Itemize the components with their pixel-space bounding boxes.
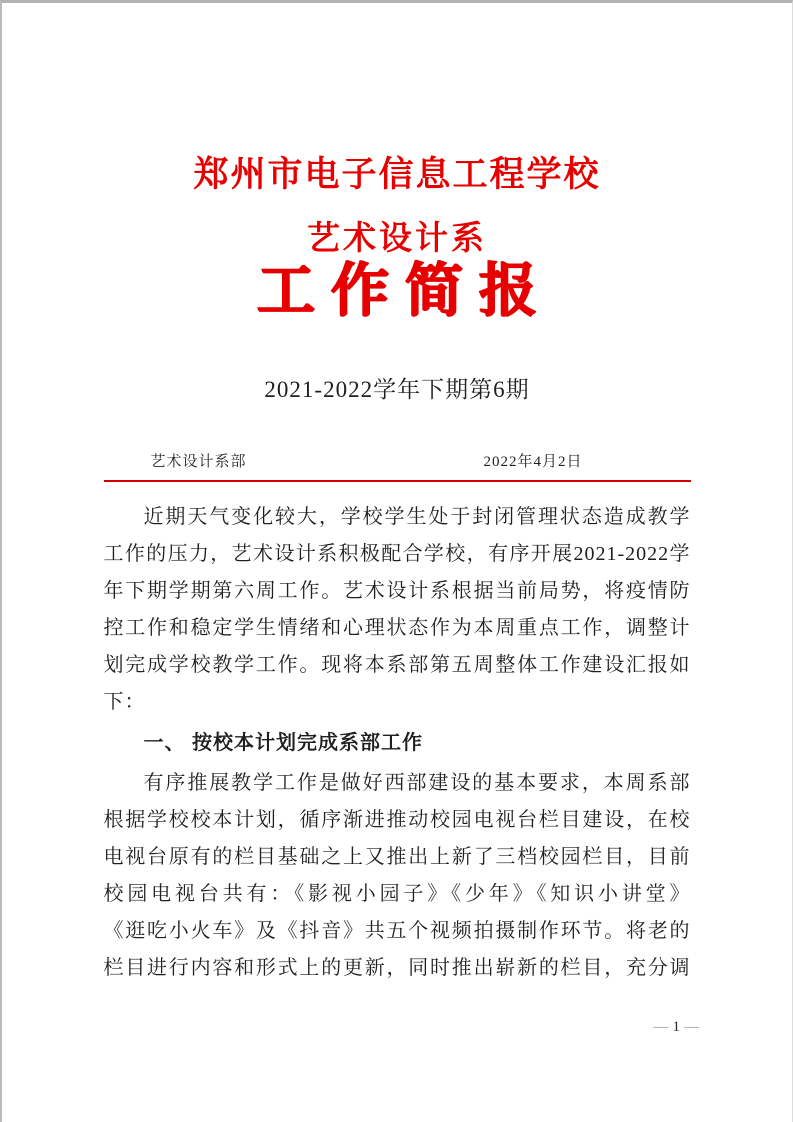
body-line: 有序推展教学工作是做好西部建设的基本要求，本周系部	[143, 772, 691, 794]
body-line: 电视台原有的栏目基础之上又推出上新了三档校园栏目，目前	[103, 846, 691, 868]
body-line: 校园电视台共有：《影视小园子》《少年》《知识小讲堂》	[103, 883, 691, 905]
section-1-heading: 一、 按校本计划完成系部工作	[143, 732, 424, 754]
school-title: 郑州市电子信息工程学校	[193, 155, 601, 194]
department-title: 艺术设计系	[307, 219, 487, 256]
issue-line: 2021-2022学年下期第6期	[264, 377, 530, 402]
body-line: 控工作和稳定学生情绪和心理状态作为本周重点工作，调整计	[103, 617, 691, 639]
body-line: 划完成学校教学工作。现将本系部第五周整体工作建设汇报如	[103, 654, 691, 676]
paragraph-1	[104, 499, 691, 721]
byline-date: 2022年4月2日	[483, 454, 583, 470]
footer-page-number: 1	[672, 1019, 680, 1035]
body-line: 《逛吃小火车》及《抖音》共五个视频拍摄制作环节。将老的	[103, 920, 691, 942]
footer-left-dash: —	[653, 1019, 669, 1035]
body-line: 根据学校校本计划，循序渐进推动校园电视台栏目建设，在校	[103, 809, 691, 831]
body-line: 工作的压力，艺术设计系积极配合学校，有序开展2021-2022学	[103, 543, 691, 565]
byline-row	[104, 453, 691, 471]
red-divider	[104, 480, 691, 482]
document-body	[104, 499, 691, 987]
paragraph-2	[104, 765, 691, 987]
body-line: 年下期学期第六周工作。艺术设计系根据当前局势，将疫情防	[103, 580, 691, 602]
body-line: 下：	[103, 691, 146, 713]
footer-right-dash: —	[684, 1019, 699, 1035]
body-line: 近期天气变化较大，学校学生处于封闭管理状态造成教学	[143, 506, 691, 528]
body-line: 栏目进行内容和形式上的更新，同时推出崭新的栏目，充分调	[103, 957, 691, 979]
page-number-footer	[654, 1017, 700, 1037]
byline-department: 艺术设计系部	[150, 454, 247, 470]
bulletin-title: 工作简报	[256, 258, 553, 323]
